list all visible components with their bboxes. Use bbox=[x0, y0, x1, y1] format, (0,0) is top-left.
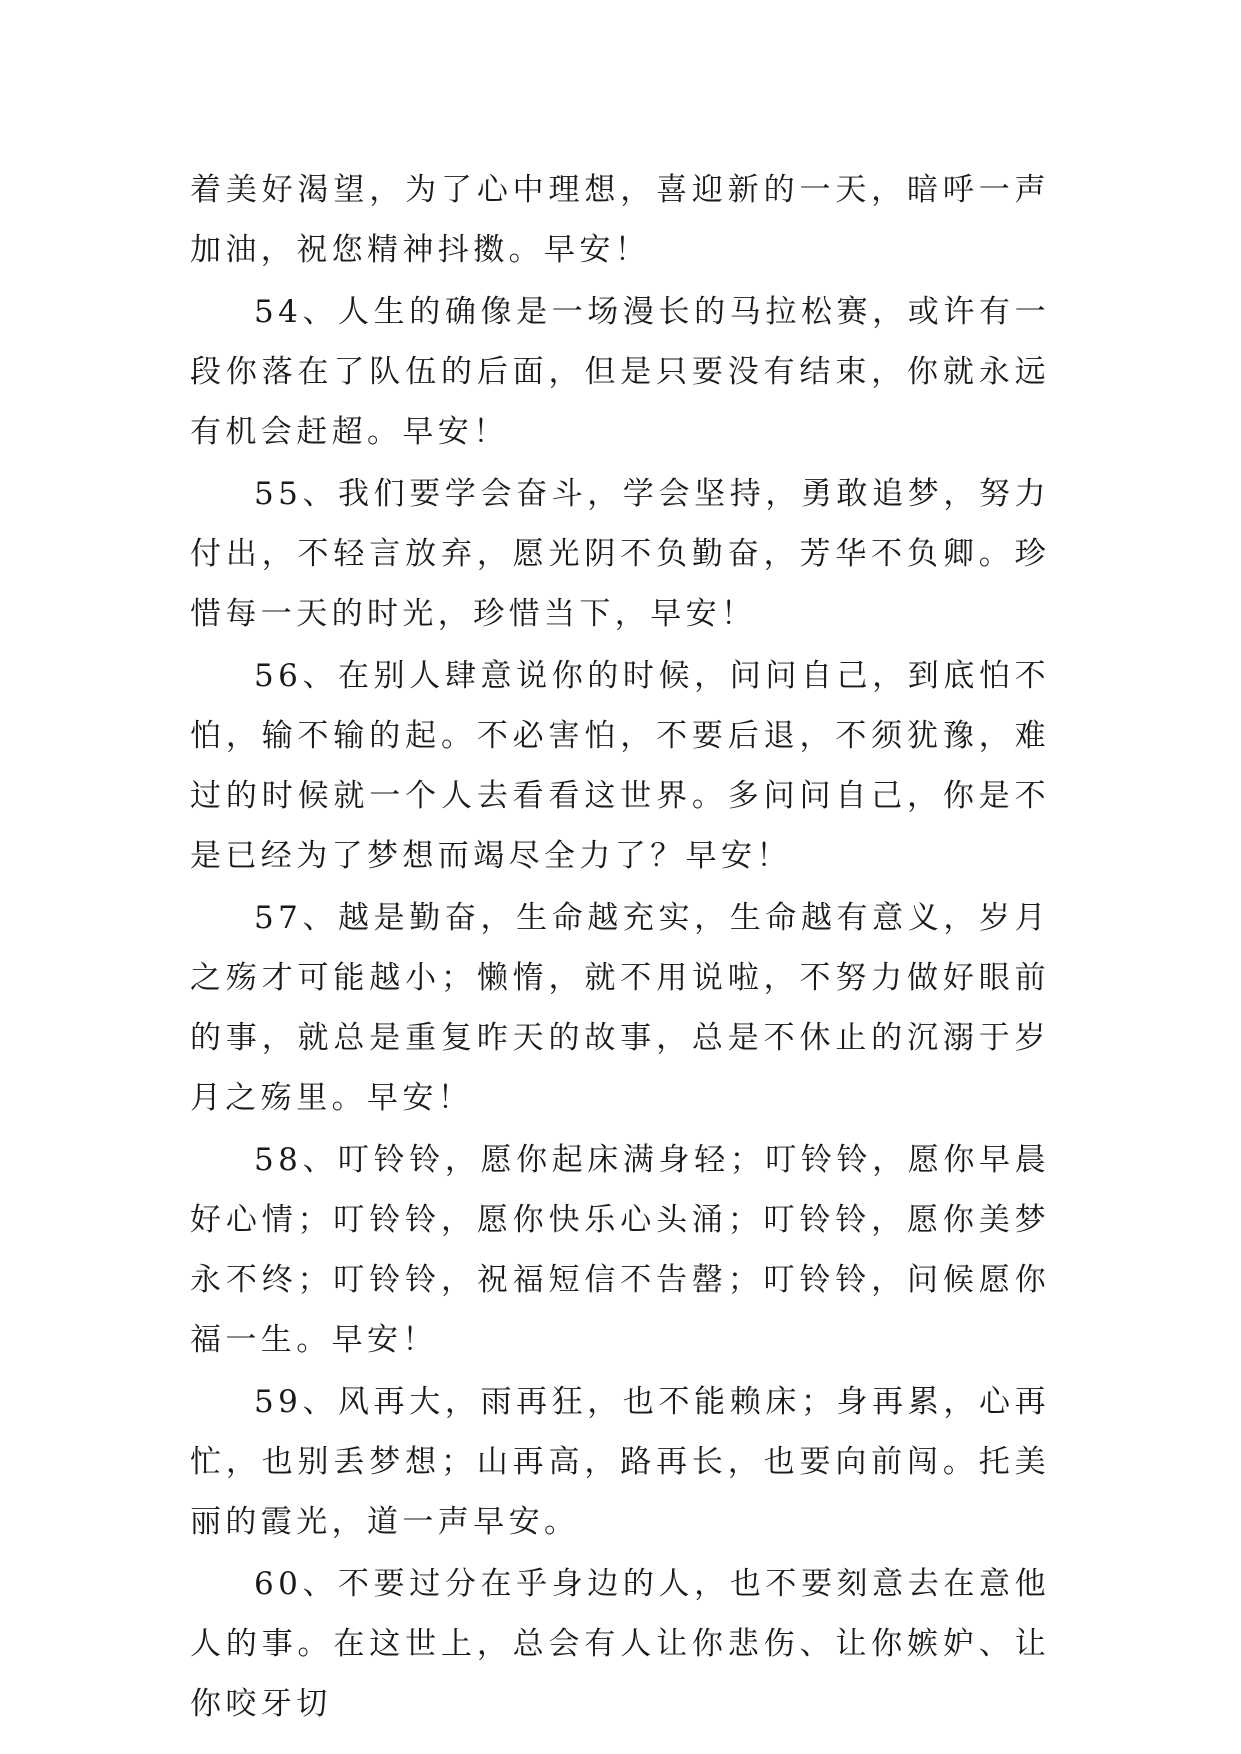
paragraph-56: 56、在别人肆意说你的时候，问问自己，到底怕不怕，输不输的起。不必害怕，不要后退，不须犹豫，难过的时候就一个人去看看这世界。多问问自己，你是不是已经为了梦想而竭尽全力了？早安！ bbox=[190, 658, 1050, 874]
paragraph-55: 55、我们要学会奋斗，学会坚持，勇敢追梦，努力付出，不轻言放弃，愿光阴不负勤奋，芳华不负卿。珍惜每一天的时光，珍惜当下，早安！ bbox=[190, 476, 1050, 632]
paragraph-57: 57、越是勤奋，生命越充实，生命越有意义，岁月之殇才可能越小；懒惰，就不用说啦，不努力做好眼前的事，就总是重复昨天的故事，总是不休止的沉溺于岁月之殇里。早安！ bbox=[190, 900, 1050, 1116]
paragraph-59: 59、风再大，雨再狂，也不能赖床；身再累，心再忙，也别丢梦想；山再高，路再长，也要向前闯。托美丽的霞光，道一声早安。 bbox=[190, 1384, 1050, 1540]
paragraph-54: 54、人生的确像是一场漫长的马拉松赛，或许有一段你落在了队伍的后面，但是只要没有结束，你就永远有机会赶超。早安！ bbox=[190, 294, 1050, 450]
paragraph-continuation: 着美好渴望，为了心中理想，喜迎新的一天，暗呼一声加油，祝您精神抖擞。早安！ bbox=[190, 172, 1050, 268]
paragraph-60: 60、不要过分在乎身边的人，也不要刻意去在意他人的事。在这世上，总会有人让你悲伤、让你嫉妒、让你咬牙切 bbox=[190, 1566, 1050, 1722]
paragraph-58: 58、叮铃铃，愿你起床满身轻；叮铃铃，愿你早晨好心情；叮铃铃，愿你快乐心头涌；叮铃铃，愿你美梦永不终；叮铃铃，祝福短信不告罄；叮铃铃，问候愿你福一生。早安！ bbox=[190, 1142, 1050, 1358]
document-body bbox=[190, 160, 1050, 1736]
